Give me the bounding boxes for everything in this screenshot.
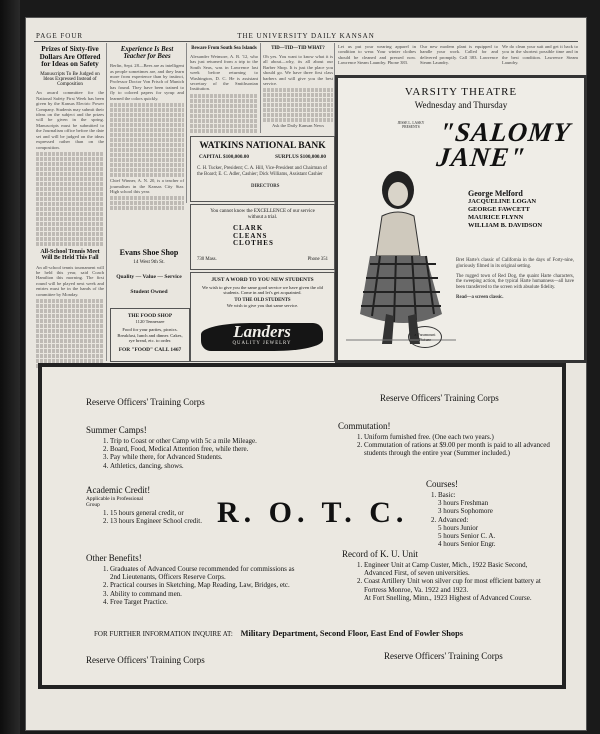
film-illustration [346, 164, 456, 354]
ad-motto: Quality — Value — Service [116, 274, 182, 280]
ad-body: Let us put your wearing apparel in condition to wear. Your winter clothes should be cleaned and pressed now. Lawrence Steam Laundry. Phone 383. [338, 44, 416, 66]
courses-title: Courses! [426, 479, 458, 489]
cast-member: JACQUELINE LOGAN [468, 198, 537, 205]
scan-edge [0, 0, 20, 734]
subhead-tennis: All-School Tennis Meet Will Be Held This Fall [40, 248, 100, 262]
benefits-list [94, 565, 304, 606]
benefits-title: Other Benefits! [86, 553, 142, 563]
course-line: 3 hours Freshman [438, 499, 489, 508]
course-line: 5 hours Senior C. A. [438, 532, 496, 541]
ad-varsity-theatre [335, 75, 587, 363]
article-body: An award committee for the National Safety First Week has been given by the Kansas Electric Power Company. Students may submit their ideas on the subject and the prizes will be given in the spring. Manuscripts must be submitted to the Journalism office before the date set and will be judged on the ideas expressed rather than on the composition. [36, 90, 104, 150]
article-body: An all-school tennis tournament will be held this year, said Coach Hamilton this morning. The first round will be played next week and entries must be in the hands of the committee by Monday. [36, 264, 104, 297]
theatre-description [456, 258, 574, 301]
article-body: Alexander Wetmore, A. B. '12, who has just returned from a trip to the South Seas, was in Lawrence last week before returning to Washington, D. C. He is assistant secretary of the Smithsonian Institution. [190, 54, 258, 92]
article-body: Berlin, Sept. 28—Bees are as intelligent as people sometimes are, and they learn more from experience than by instinct, Professor Doctor Von Frisch of Munich has found. They have been trained to fly to colored papers for syrup and learned the colors quickly. [110, 63, 184, 101]
column-rule [106, 43, 107, 361]
headline: Prizes of Sixty-five Dollars Are Offered for Ideas on Safety [39, 45, 101, 69]
ad-headline: JUST A WORD TO YOU NEW STUDENTS [211, 277, 314, 283]
benefit-item: 4. Free Target Practice. [110, 598, 304, 606]
courses-basic [438, 491, 552, 516]
paramount-badge: a Paramount Picture [408, 326, 442, 348]
ad-owner: Student Owned [130, 289, 168, 295]
commutation-item: 2. Commutation of rations at $9.00 per month is paid to all advanced students through the entire year (Summer included.) [364, 441, 556, 457]
theatre-desc-3: Read—a screen classic. [456, 294, 504, 300]
ad-address: 1120 Tennessee [135, 319, 165, 324]
record-title: Record of K. U. Unit [342, 549, 418, 559]
ad-subhead: TO THE OLD STUDENTS [234, 297, 291, 303]
bank-directors: DIRECTORS [251, 184, 280, 189]
cast-member: WILLIAM B. DAVIDSON [468, 222, 543, 229]
landers-logo [201, 323, 323, 351]
summer-item: 3. Pay while there, for Advanced Students. [110, 453, 304, 461]
column-rule [186, 43, 187, 203]
course-line: 3 hours Sophomore [438, 507, 493, 516]
article-safety-prizes [36, 46, 104, 358]
article-barber [263, 46, 333, 134]
ad-address: 14 West 9th St. [133, 259, 165, 265]
film-cast [468, 190, 542, 230]
masthead-title: THE UNIVERSITY DAILY KANSAN [237, 32, 375, 40]
masthead [34, 32, 578, 40]
subhead: Manuscripts To Be Judged on Ideas Expressed Instead of Composition [40, 71, 100, 88]
cast-member: MAURICE FLYNN [468, 214, 524, 221]
theatre-desc-1: Bret Harte's classic of California in the days of Forty-nine, gloriously filmed in its original setting. [456, 258, 574, 269]
headline: Experience Is Best Teacher for Bees [120, 46, 174, 61]
clark-name-3: CLOTHES [233, 239, 274, 248]
clark-name-2: CLEANS [233, 231, 268, 240]
summer-camps-title: Summer Camps! [86, 425, 147, 435]
theatre-presenter: JESSE L. LASKY PRESENTS [397, 121, 425, 129]
ad-call: FOR "FOOD" CALL 1467 [118, 346, 182, 353]
article-south-seas [190, 46, 258, 134]
academic-list [94, 509, 234, 525]
ad-tagline: You cannot know the EXCELLENCE of our service without a trial. [210, 209, 315, 220]
inquire-place: Military Department, Second Floor, East End of Fowler Shops [240, 629, 464, 638]
headline: Beware From South Sea Islands [191, 46, 257, 51]
theatre-desc-2: The rugged town of Red Dog, the quaint Harte characters, the sweeping action, the typical Harte humanness—all have been transferred to the screen with absolute fidelity. [456, 273, 574, 291]
theatre-days: Wednesday and Thursday [414, 100, 508, 110]
clark-name-1: CLARK [233, 224, 264, 232]
rotc-big-title: R. O. T. C. [217, 496, 409, 529]
ad-laundry-3 [502, 44, 578, 72]
article-foot: Ask the Daily Kansan News [271, 123, 325, 129]
record-list [348, 561, 548, 602]
academic-item: 2. 13 hours Engineer School credit. [110, 517, 234, 525]
rotc-inquire [94, 629, 554, 638]
ad-body: Food for your parties, picnics. Breakfast, lunch and dinner. Cakes, rye bread, etc. to order. [117, 327, 183, 344]
ad-clark-cleans [190, 204, 335, 270]
bank-capital: CAPITAL $100,000.00 [199, 154, 249, 160]
ad-laundry-1 [338, 44, 416, 72]
record-item: 2. Coast Artillery Unit won silver cup for most efficient battery at Fortress Monroe, Va. 1922 and 1923. [364, 577, 548, 593]
inquire-lead: FOR FURTHER INFORMATION INQUIRE AT: [94, 630, 233, 638]
rotc-footer-left: Reserve Officers' Training Corps [86, 655, 205, 665]
column-rule [260, 43, 261, 133]
article-bees [110, 46, 184, 196]
article-body: Chief Winner, A. N. 20, is a teacher of journalism in the Kansas City Star. High school this year. [110, 178, 184, 194]
academic-title: Academic Credit! [86, 485, 151, 495]
ad-laundry-2 [420, 44, 498, 72]
summer-item: 2. Board, Food, Medical Attention free, while there. [110, 445, 304, 453]
article-body: Oh yes. You want to know what it is all about—why, its all about our Barber Shop. It is just the place you should go. We have three first class barbers and will give you the best service. [263, 54, 333, 87]
academic-note: Applicable in Professional Group [86, 496, 144, 508]
benefit-item: 3. Ability to command men. [110, 590, 304, 598]
ad-body: We wish to give you the same good service we have given the old students. Come in and let's get acquainted. [202, 285, 323, 296]
courses-basic-label: Basic: [438, 491, 456, 499]
masthead-rule [34, 41, 578, 42]
rotc-header-left: Reserve Officers' Training Corps [86, 397, 205, 407]
benefit-item: 1. Graduates of Advanced Course recommended for commissions as 2nd Lieutenants, Officers Reserve Corps. [110, 565, 304, 581]
summer-camps-list [94, 437, 304, 470]
record-extra: At Fort Snelling, Minn., 1923 Highest of Advanced Course. [364, 593, 532, 602]
bank-officers: C. H. Tucker, President; C. A. Hill, Vice-President and Chairman of the Board; E. C. Adler, Cashier; Dick Williams, Assistant Cashier [197, 166, 327, 177]
ad-landers [190, 272, 335, 362]
courses-adv-label: Advanced: [438, 515, 469, 524]
bank-surplus: SURPLUS $100,000.00 [275, 154, 326, 160]
landers-sub: QUALITY JEWELRY [232, 341, 292, 346]
ad-body: Our new modern plant is equipped to handle your work. Called for and delivered promptly. Call 383. Lawrence Steam Laundry. [420, 44, 498, 66]
film-director: George Melford [468, 189, 523, 198]
headline: TID—TID—TID WHAT? [271, 46, 325, 51]
record-item: 1. Engineer Unit at Camp Custer, Mich., 1922 Basic Second, Advanced First, of seven universities. [364, 561, 548, 577]
ad-title: Evans Shoe Shop [119, 248, 179, 257]
ad-body: We wish to give you that same service. [226, 302, 299, 308]
cast-member: GEORGE FAWCETT [468, 206, 530, 213]
ad-rotc [38, 363, 566, 689]
ad-phone: Phone 351 [307, 257, 328, 262]
courses-advanced [438, 516, 552, 549]
theatre-name: VARSITY THEATRE [404, 86, 518, 98]
summer-item: 4. Athletics, dancing, shows. [110, 462, 304, 470]
course-line: 5 hours Junior [438, 523, 479, 532]
commutation-list [348, 433, 556, 458]
ad-evans-shoe-shop [110, 248, 188, 304]
landers-name: Landers [233, 322, 291, 341]
ad-watkins-bank [190, 136, 335, 202]
course-line: 4 hours Senior Engr. [438, 540, 496, 549]
summer-item: 1. Trip to Coast or other Camp with 5c a mile Mileage. [110, 437, 304, 445]
rotc-header-right: Reserve Officers' Training Corps [380, 393, 499, 403]
commutation-item: 1. Uniform furnished free. (One each two years.) [364, 433, 556, 441]
film-title: "SALOMY JANE" [435, 117, 572, 172]
ad-body: We do clean your suit and get it back to you in the shortest possible time and in the best condition. Lawrence Steam Laundry. [502, 44, 578, 66]
commutation-title: Commutation! [338, 421, 391, 431]
benefit-item: 2. Practical courses in Sketching, Map Reading, Law, Bridges, etc. [110, 581, 304, 589]
ad-food-shop [110, 308, 190, 362]
courses-list [422, 491, 552, 548]
page-number: PAGE FOUR [36, 32, 84, 40]
rotc-footer-right: Reserve Officers' Training Corps [384, 651, 503, 661]
bank-name: WATKINS NATIONAL BANK [199, 141, 326, 151]
ad-address: 730 Mass. [197, 257, 217, 262]
ad-title: THE FOOD SHOP [127, 313, 173, 319]
academic-item: 1. 15 hours general credit, or [110, 509, 234, 517]
